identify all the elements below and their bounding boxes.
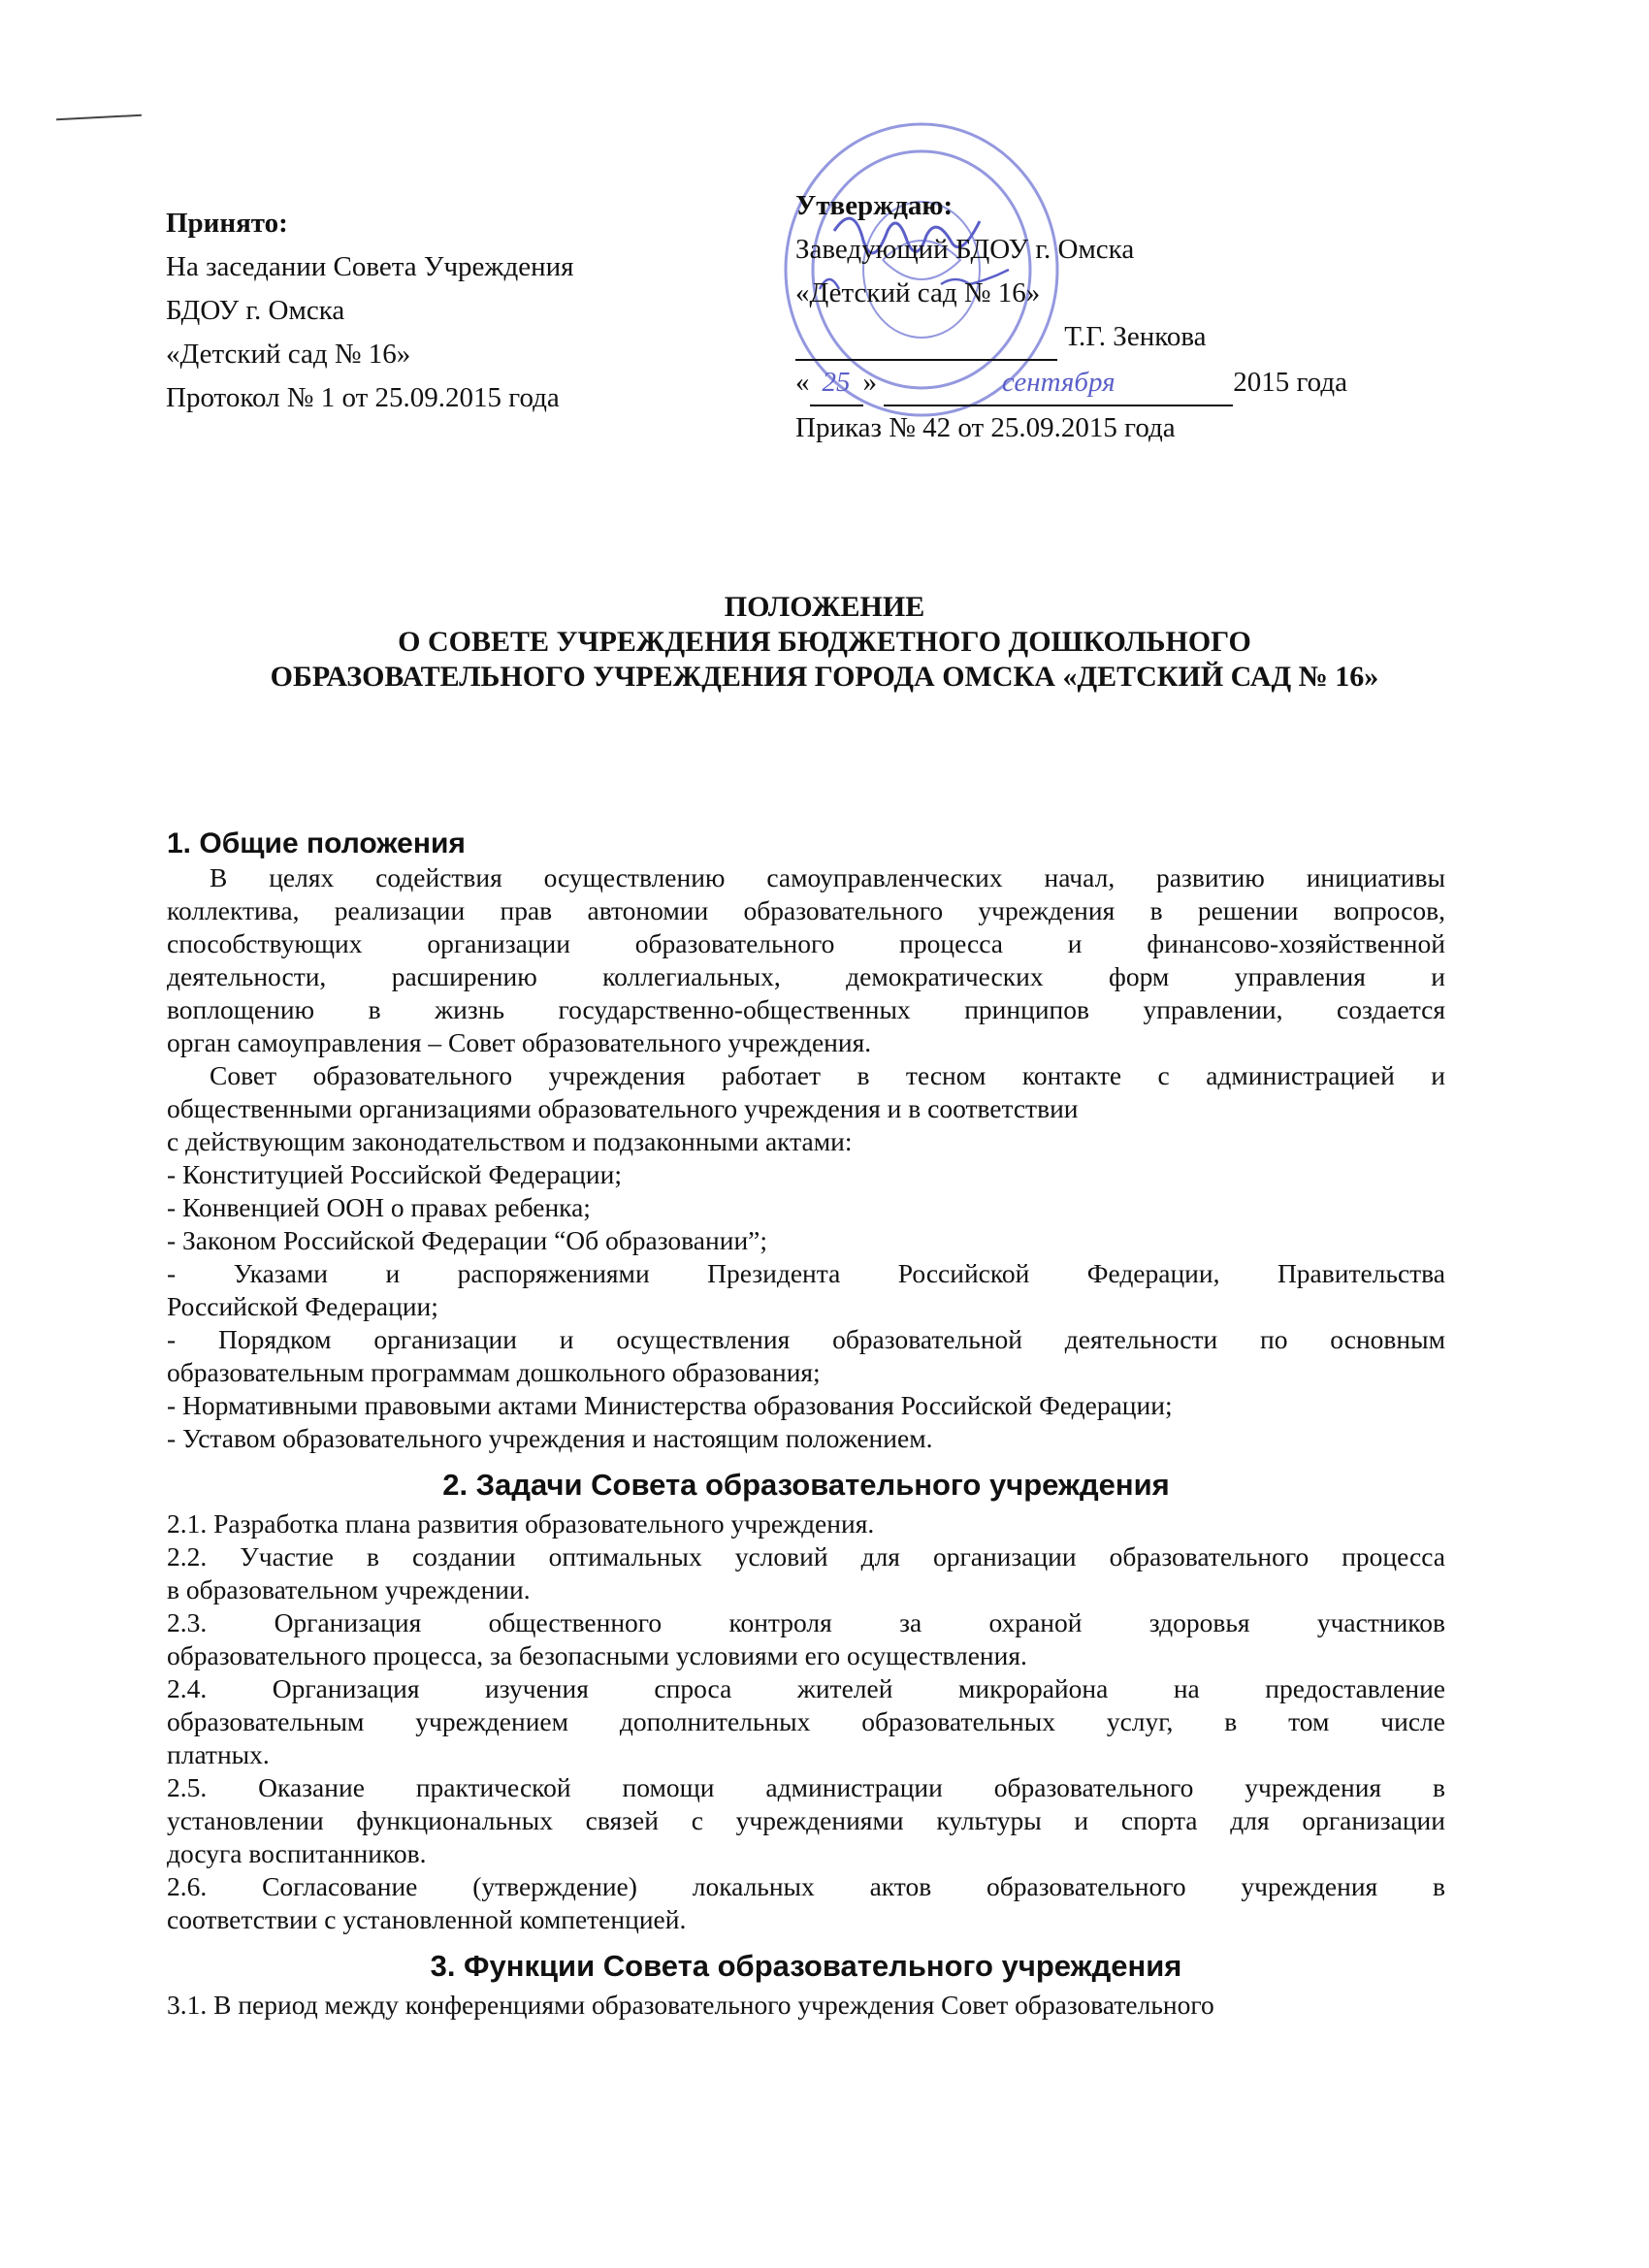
list-item: образовательным программам дошкольного образования; — [167, 1357, 821, 1387]
list-item: - Уставом образовательного учреждения и настоящим положением. — [167, 1423, 933, 1453]
body-line: 2.4. Организация изучения спроса жителей микрорайона на предоставление — [167, 1673, 1445, 1703]
body-line: коллектива, реализации прав автономии образовательного учреждения в решении вопросов, — [167, 895, 1445, 925]
title-line: ПОЛОЖЕНИЕ — [724, 591, 925, 623]
approved-signer: Т.Г. Зенкова — [1064, 321, 1207, 352]
body-line: Совет образовательного учреждения работает в тесном контакте с администрацией и — [210, 1060, 1445, 1090]
date-year: 2015 года — [1233, 367, 1347, 398]
section-2-heading: 2. Задачи Совета образовательного учреждения — [442, 1468, 1170, 1502]
list-item: - Законом Российской Федерации “Об образовании”; — [167, 1225, 768, 1255]
list-item: Российской Федерации; — [167, 1291, 438, 1321]
title-line: ОБРАЗОВАТЕЛЬНОГО УЧРЕЖДЕНИЯ ГОРОДА ОМСКА «ДЕТСКИЙ САД № 16» — [270, 661, 1379, 693]
accepted-line: На заседании Совета Учреждения — [166, 251, 574, 282]
body-line: 2.2. Участие в создании оптимальных условий для организации образовательного процесса — [167, 1541, 1445, 1571]
approved-org: «Детский сад № 16» — [795, 277, 1041, 308]
list-item: - Нормативными правовыми актами Министерства образования Российской Федерации; — [167, 1390, 1173, 1420]
body-line: 2.3. Организация общественного контроля за охраной здоровья участников — [167, 1607, 1445, 1637]
title-line: О СОВЕТЕ УЧРЕЖДЕНИЯ БЮДЖЕТНОГО ДОШКОЛЬНОГО — [398, 626, 1251, 658]
date-quote-open: « — [795, 367, 810, 398]
body-line: с действующим законодательством и подзаконными актами: — [167, 1126, 853, 1156]
accepted-line: «Детский сад № 16» — [166, 339, 411, 370]
body-line: соответствии с установленной компетенцией. — [167, 1904, 687, 1934]
document-title — [0, 590, 1649, 695]
list-item: - Указами и распоряжениями Президента Российской Федерации, Правительства — [167, 1258, 1445, 1288]
scan-mark — [56, 114, 142, 121]
document-body — [167, 826, 1445, 2022]
body-line: деятельности, расширению коллегиальных, демократических форм управления и — [167, 961, 1445, 991]
body-line: 2.1. Разработка плана развития образовательного учреждения. — [167, 1508, 875, 1539]
list-item: - Конвенцией ООН о правах ребенка; — [167, 1192, 591, 1222]
accepted-line: БДОУ г. Омска — [166, 295, 345, 326]
body-line: 3.1. В период между конференциями образовательного учреждения Совет образовательного — [167, 1990, 1214, 2020]
body-line: образовательного процесса, за безопасными условиями его осуществления. — [167, 1640, 1027, 1670]
body-line: общественными организациями образовательного учреждения и в соответствии — [167, 1093, 1079, 1123]
date-day: 25 — [810, 361, 863, 406]
body-line: в образовательном учреждении. — [167, 1574, 531, 1604]
body-line: 2.5. Оказание практической помощи администрации образовательного учреждения в — [167, 1772, 1445, 1802]
body-line: платных. — [167, 1739, 270, 1769]
section-3-heading: 3. Функции Совета образовательного учреждения — [430, 1949, 1182, 1983]
list-item: - Порядком организации и осуществления образовательной деятельности по основным — [167, 1324, 1445, 1354]
approved-block — [795, 184, 1347, 450]
approved-position: Заведующий БДОУ г. Омска — [795, 234, 1135, 265]
list-item: - Конституцией Российской Федерации; — [167, 1159, 622, 1189]
section-1-heading: 1. Общие положения — [167, 827, 466, 859]
approved-heading: Утверждаю: — [795, 190, 954, 221]
accepted-line: Протокол № 1 от 25.09.2015 года — [166, 382, 560, 413]
body-line: способствующих организации образовательного процесса и финансово-хозяйственной — [167, 928, 1445, 958]
accepted-heading: Принято: — [166, 208, 288, 239]
body-line: воплощению в жизнь государственно-общественных принципов управлении, создается — [167, 994, 1445, 1024]
body-line: 2.6. Согласование (утверждение) локальных актов образовательного учреждения в — [167, 1871, 1445, 1901]
body-line: досуга воспитанников. — [167, 1838, 427, 1868]
date-quote-close: » — [862, 367, 877, 398]
body-line: образовательным учреждением дополнительных образовательных услуг, в том числе — [167, 1706, 1445, 1736]
accepted-block — [166, 202, 573, 420]
body-line: орган самоуправления – Совет образовательного учреждения. — [167, 1027, 872, 1057]
approved-order: Приказ № 42 от 25.09.2015 года — [795, 412, 1176, 443]
body-line: В целях содействия осуществлению самоуправленческих начал, развитию инициативы — [210, 862, 1445, 892]
body-line: установлении функциональных связей с учреждениями культуры и спорта для организации — [167, 1805, 1445, 1835]
date-month: сентября — [884, 361, 1233, 406]
